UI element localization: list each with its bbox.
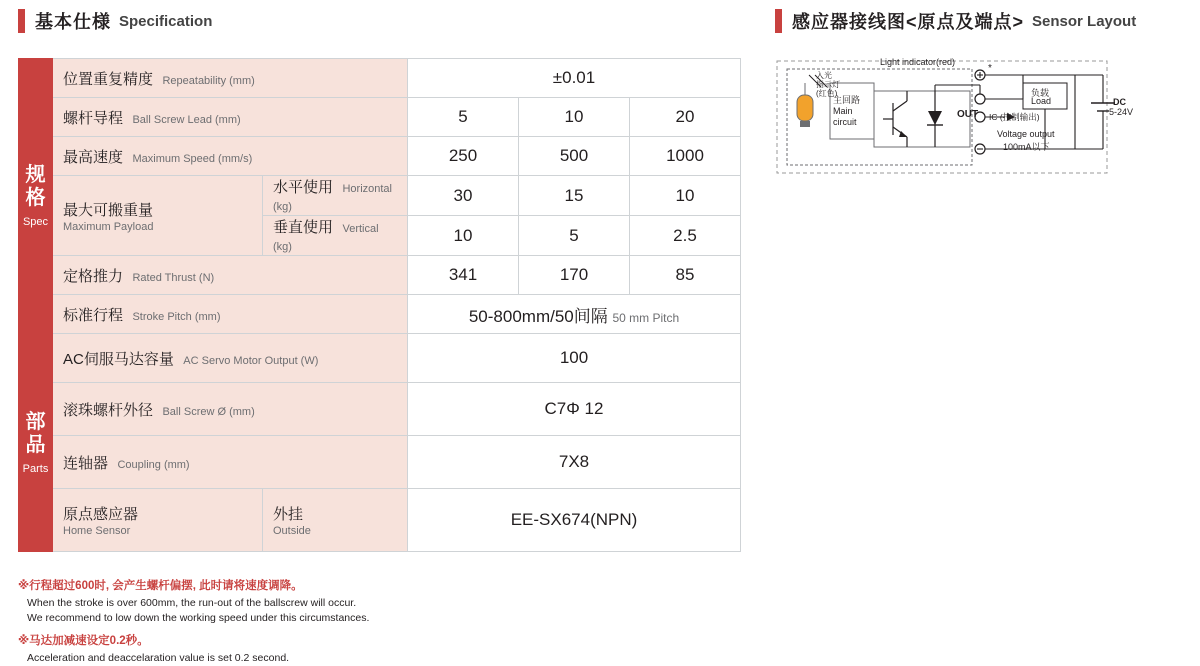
row-label-ball-screw-lead xyxy=(53,98,408,137)
row-label-ball-screw-diameter xyxy=(53,383,408,436)
sensor-wiring-diagram xyxy=(775,55,1180,185)
label-dc: DC xyxy=(1113,97,1126,107)
row-label-ac-servo-motor xyxy=(53,334,408,383)
value-speed-3: 1000 xyxy=(630,137,741,176)
label-star-mark: * xyxy=(988,63,992,74)
side-label-parts xyxy=(19,334,53,552)
label-cn: 定格推力 xyxy=(63,267,124,285)
value-stroke-pitch xyxy=(408,295,741,334)
value-repeatability: ±0.01 xyxy=(408,59,741,98)
label-voltage-output-cn: 100mA以下 xyxy=(1003,142,1050,152)
section-header-sensor-layout xyxy=(775,8,1136,34)
value-horizontal-1: 30 xyxy=(408,176,519,216)
side-label-en: Parts xyxy=(22,462,49,475)
sublabel-cn: 垂直使用 xyxy=(273,219,334,236)
side-label-cn: 部 品 xyxy=(25,410,46,456)
row-label-home-sensor xyxy=(53,489,263,552)
table-row xyxy=(19,383,741,436)
sublabel-en: Outside xyxy=(273,525,311,537)
table-row xyxy=(19,98,741,137)
value-ac-servo-motor: 100 xyxy=(408,334,741,383)
label-en: Ball Screw Lead (mm) xyxy=(132,113,241,126)
value-stroke-sub: 50 mm Pitch xyxy=(612,310,680,325)
value-vertical-3: 2.5 xyxy=(630,216,741,256)
label-cn: 标准行程 xyxy=(63,306,124,324)
section-title-en: Specification xyxy=(119,12,213,30)
row-label-maximum-speed xyxy=(53,137,408,176)
row-label-coupling xyxy=(53,436,408,489)
label-main-circuit-cn: 主回路 xyxy=(833,95,861,105)
red-accent-bar xyxy=(18,9,25,33)
sublabel-en: Vertical (kg) xyxy=(273,223,379,253)
table-row xyxy=(19,334,741,383)
label-en: AC Servo Motor Output (W) xyxy=(183,354,319,367)
label-load-en: Load xyxy=(1031,96,1052,106)
value-stroke-main: 50-800mm/50间隔 xyxy=(468,306,608,326)
label-cn: 连轴器 xyxy=(63,454,109,472)
led-indicator-icon xyxy=(797,83,813,127)
table-row xyxy=(19,59,741,98)
value-ball-screw-diameter: C7Φ 12 xyxy=(408,383,741,436)
row-sublabel-horizontal xyxy=(263,176,408,216)
label-en: Maximum Speed (mm/s) xyxy=(132,152,253,165)
label-light-indicator-cn-2: 指示灯 xyxy=(816,80,840,90)
value-thrust-1: 341 xyxy=(408,256,519,295)
label-light-indicator-cn-1: 入光 xyxy=(816,71,832,80)
value-horizontal-2: 15 xyxy=(519,176,630,216)
section-title-cn: 感应器接线图<原点及端点> xyxy=(792,12,1025,32)
section-title-en: Sensor Layout xyxy=(1032,12,1137,30)
section-title-cn: 基本仕様 xyxy=(35,12,111,32)
value-coupling: 7X8 xyxy=(408,436,741,489)
specification-table xyxy=(18,58,741,552)
sublabel-cn: 水平使用 xyxy=(273,179,334,196)
label-light-indicator-cn-3: (红色) xyxy=(816,89,838,99)
side-label-cn: 规 格 xyxy=(25,164,46,209)
label-en: Maximum Payload xyxy=(63,220,154,233)
value-vertical-1: 10 xyxy=(408,216,519,256)
label-light-indicator-en: Light indicator(red) xyxy=(880,57,956,67)
value-lead-5: 5 xyxy=(408,98,519,137)
table-row xyxy=(19,436,741,489)
row-label-repeatability xyxy=(53,59,408,98)
row-label-maximum-payload xyxy=(53,176,263,256)
value-home-sensor: EE-SX674(NPN) xyxy=(408,489,741,552)
label-cn: 最高速度 xyxy=(63,148,124,166)
value-speed-1: 250 xyxy=(408,137,519,176)
row-label-stroke-pitch xyxy=(53,295,408,334)
label-main-circuit-en2: circuit xyxy=(833,116,857,127)
footnote-1-en-line2: We recommend to low down the working speed under this circumstances. xyxy=(27,612,370,625)
label-cn: 原点感应器 xyxy=(63,506,139,523)
table-row xyxy=(19,489,741,552)
value-thrust-3: 85 xyxy=(630,256,741,295)
sublabel-en: Horizontal (kg) xyxy=(273,183,392,213)
side-label-en: Spec xyxy=(22,216,49,228)
value-horizontal-3: 10 xyxy=(630,176,741,216)
value-speed-2: 500 xyxy=(519,137,630,176)
label-out: OUT xyxy=(957,109,979,120)
label-cn: 滚珠螺杆外径 xyxy=(63,401,154,419)
label-en: Coupling (mm) xyxy=(117,458,190,471)
label-ic-control-output: IC (控制输出) xyxy=(989,112,1040,122)
sublabel-cn: 外挂 xyxy=(273,506,304,523)
side-label-spec xyxy=(19,59,53,334)
footnote-1-en-line1: When the stroke is over 600mm, the run-out of the ballscrew will occur. xyxy=(27,597,357,610)
row-sublabel-outside xyxy=(263,489,408,552)
table-row xyxy=(19,256,741,295)
label-en: Rated Thrust (N) xyxy=(132,271,215,284)
value-lead-10: 10 xyxy=(519,98,630,137)
label-voltage-output-en: Voltage output xyxy=(997,129,1055,139)
label-en: Stroke Pitch (mm) xyxy=(132,310,221,323)
label-en: Repeatability (mm) xyxy=(162,74,255,87)
label-cn: 位置重复精度 xyxy=(63,70,154,88)
table-row xyxy=(19,176,741,216)
value-lead-20: 20 xyxy=(630,98,741,137)
footnote-1-cn: ※行程超过600时, 会产生螺杆偏摆, 此时请将速度调降。 xyxy=(18,580,303,592)
row-sublabel-vertical xyxy=(263,216,408,256)
label-cn: AC伺服马达容量 xyxy=(63,350,174,368)
section-header-specification xyxy=(18,8,212,34)
footnote-2-cn: ※马达加减速设定0.2秒。 xyxy=(18,634,149,647)
table-row xyxy=(19,137,741,176)
label-dc-value: 5-24V xyxy=(1109,107,1134,117)
label-en: Ball Screw Ø (mm) xyxy=(162,405,255,418)
label-en: Home Sensor xyxy=(63,525,131,537)
table-row xyxy=(19,295,741,334)
footnote-2-en-line1: Acceleration and deaccelaration value is set 0.2 second. xyxy=(27,651,290,664)
value-thrust-2: 170 xyxy=(519,256,630,295)
footnotes xyxy=(18,578,758,666)
label-load-cn: 负载 xyxy=(1031,88,1050,98)
row-label-rated-thrust xyxy=(53,256,408,295)
value-vertical-2: 5 xyxy=(519,216,630,256)
label-cn: 最大可搬重量 xyxy=(63,201,154,219)
red-accent-bar xyxy=(775,9,782,33)
label-main-circuit-en1: Main xyxy=(833,105,853,116)
label-cn: 螺杆导程 xyxy=(63,109,124,127)
